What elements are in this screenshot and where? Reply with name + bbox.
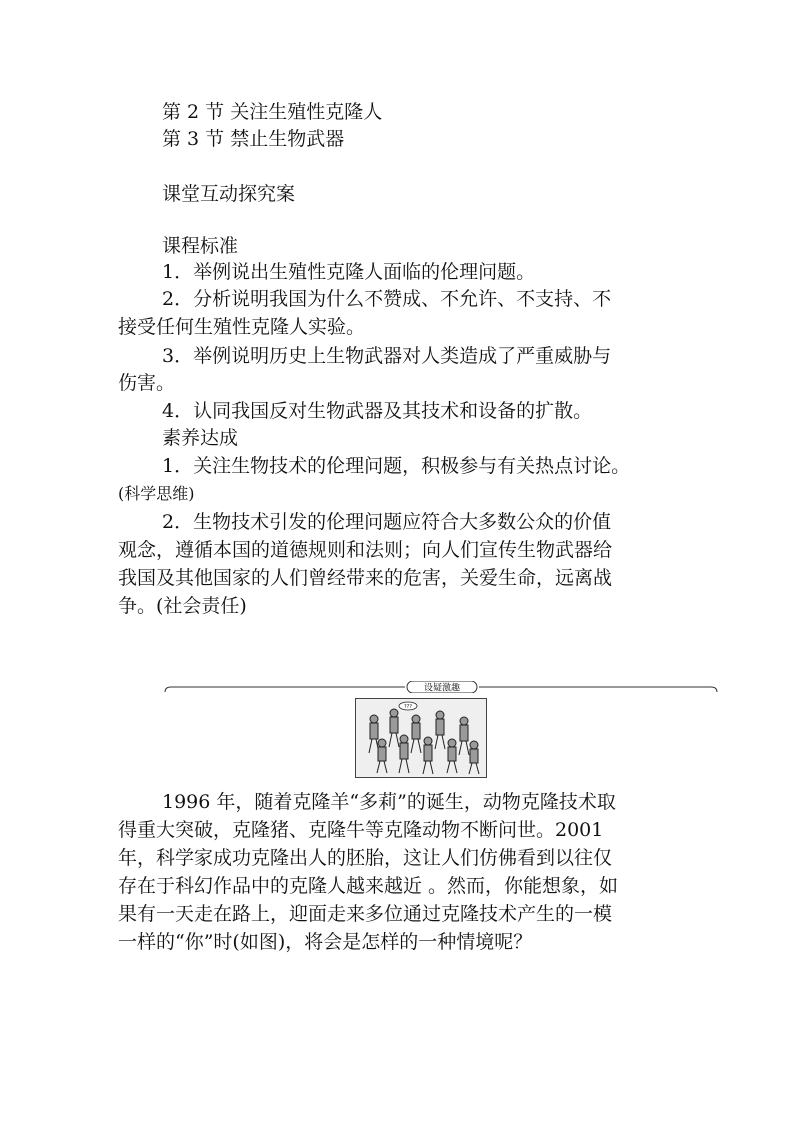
intro-line-4: 存在于科幻作品中的克隆人越来越近 。然而，你能想象，如 bbox=[118, 875, 619, 897]
speech-bubble-text: ??? bbox=[404, 704, 412, 710]
literacy-item-2-line2: 观念，遵循本国的道德规则和法则；向人们宣传生物武器给 bbox=[118, 539, 613, 561]
clone-illustration bbox=[355, 698, 487, 778]
literacy-title: 素养达成 bbox=[162, 427, 239, 449]
intro-line-6: 一样的“你”时(如图)，将会是怎样的一种情境呢？ bbox=[118, 931, 533, 953]
standards-item-2: 2．分析说明我国为什么不赞成、不允许、不支持、不 bbox=[162, 288, 612, 310]
section-banner-divider bbox=[163, 681, 719, 693]
literacy-item-1-tag: (科学思维) bbox=[118, 484, 195, 503]
intro-line-1: 1996 年，随着克隆羊“多莉”的诞生，动物克隆技术取 bbox=[162, 791, 616, 813]
case-heading: 课堂互动探究案 bbox=[162, 183, 296, 205]
standards-item-3: 3．举例说明历史上生物武器对人类造成了严重威胁与 bbox=[162, 345, 612, 367]
literacy-item-2-line4: 争。(社会责任) bbox=[118, 595, 247, 617]
banner-label: 设疑激趣 bbox=[423, 683, 461, 693]
standards-item-4: 4．认同我国反对生物武器及其技术和设备的扩散。 bbox=[162, 400, 593, 422]
intro-line-5: 果有一天走在路上，迎面走来多位通过克隆技术产生的一模 bbox=[118, 903, 613, 925]
section-2-heading: 第 2 节 关注生殖性克隆人 bbox=[162, 101, 383, 123]
standards-title: 课程标准 bbox=[162, 235, 239, 257]
standards-item-2-cont: 接受任何生殖性克隆人实验。 bbox=[118, 316, 366, 338]
standards-item-1: 1．举例说出生殖性克隆人面临的伦理问题。 bbox=[162, 261, 536, 283]
intro-line-2: 得重大突破，克隆猪、克隆牛等克隆动物不断问世。2001 bbox=[118, 819, 604, 841]
intro-line-3: 年，科学家成功克隆出人的胚胎，这让人们仿佛看到以往仅 bbox=[118, 847, 613, 869]
literacy-item-2-line3: 我国及其他国家的人们曾经带来的危害，关爱生命，远离战 bbox=[118, 567, 613, 589]
standards-item-3-cont: 伤害。 bbox=[118, 372, 176, 394]
literacy-item-2: 2．生物技术引发的伦理问题应符合大多数公众的价值 bbox=[162, 511, 612, 533]
section-3-heading: 第 3 节 禁止生物武器 bbox=[162, 128, 345, 150]
literacy-item-1: 1．关注生物技术的伦理问题，积极参与有关热点讨论。 bbox=[162, 455, 631, 477]
